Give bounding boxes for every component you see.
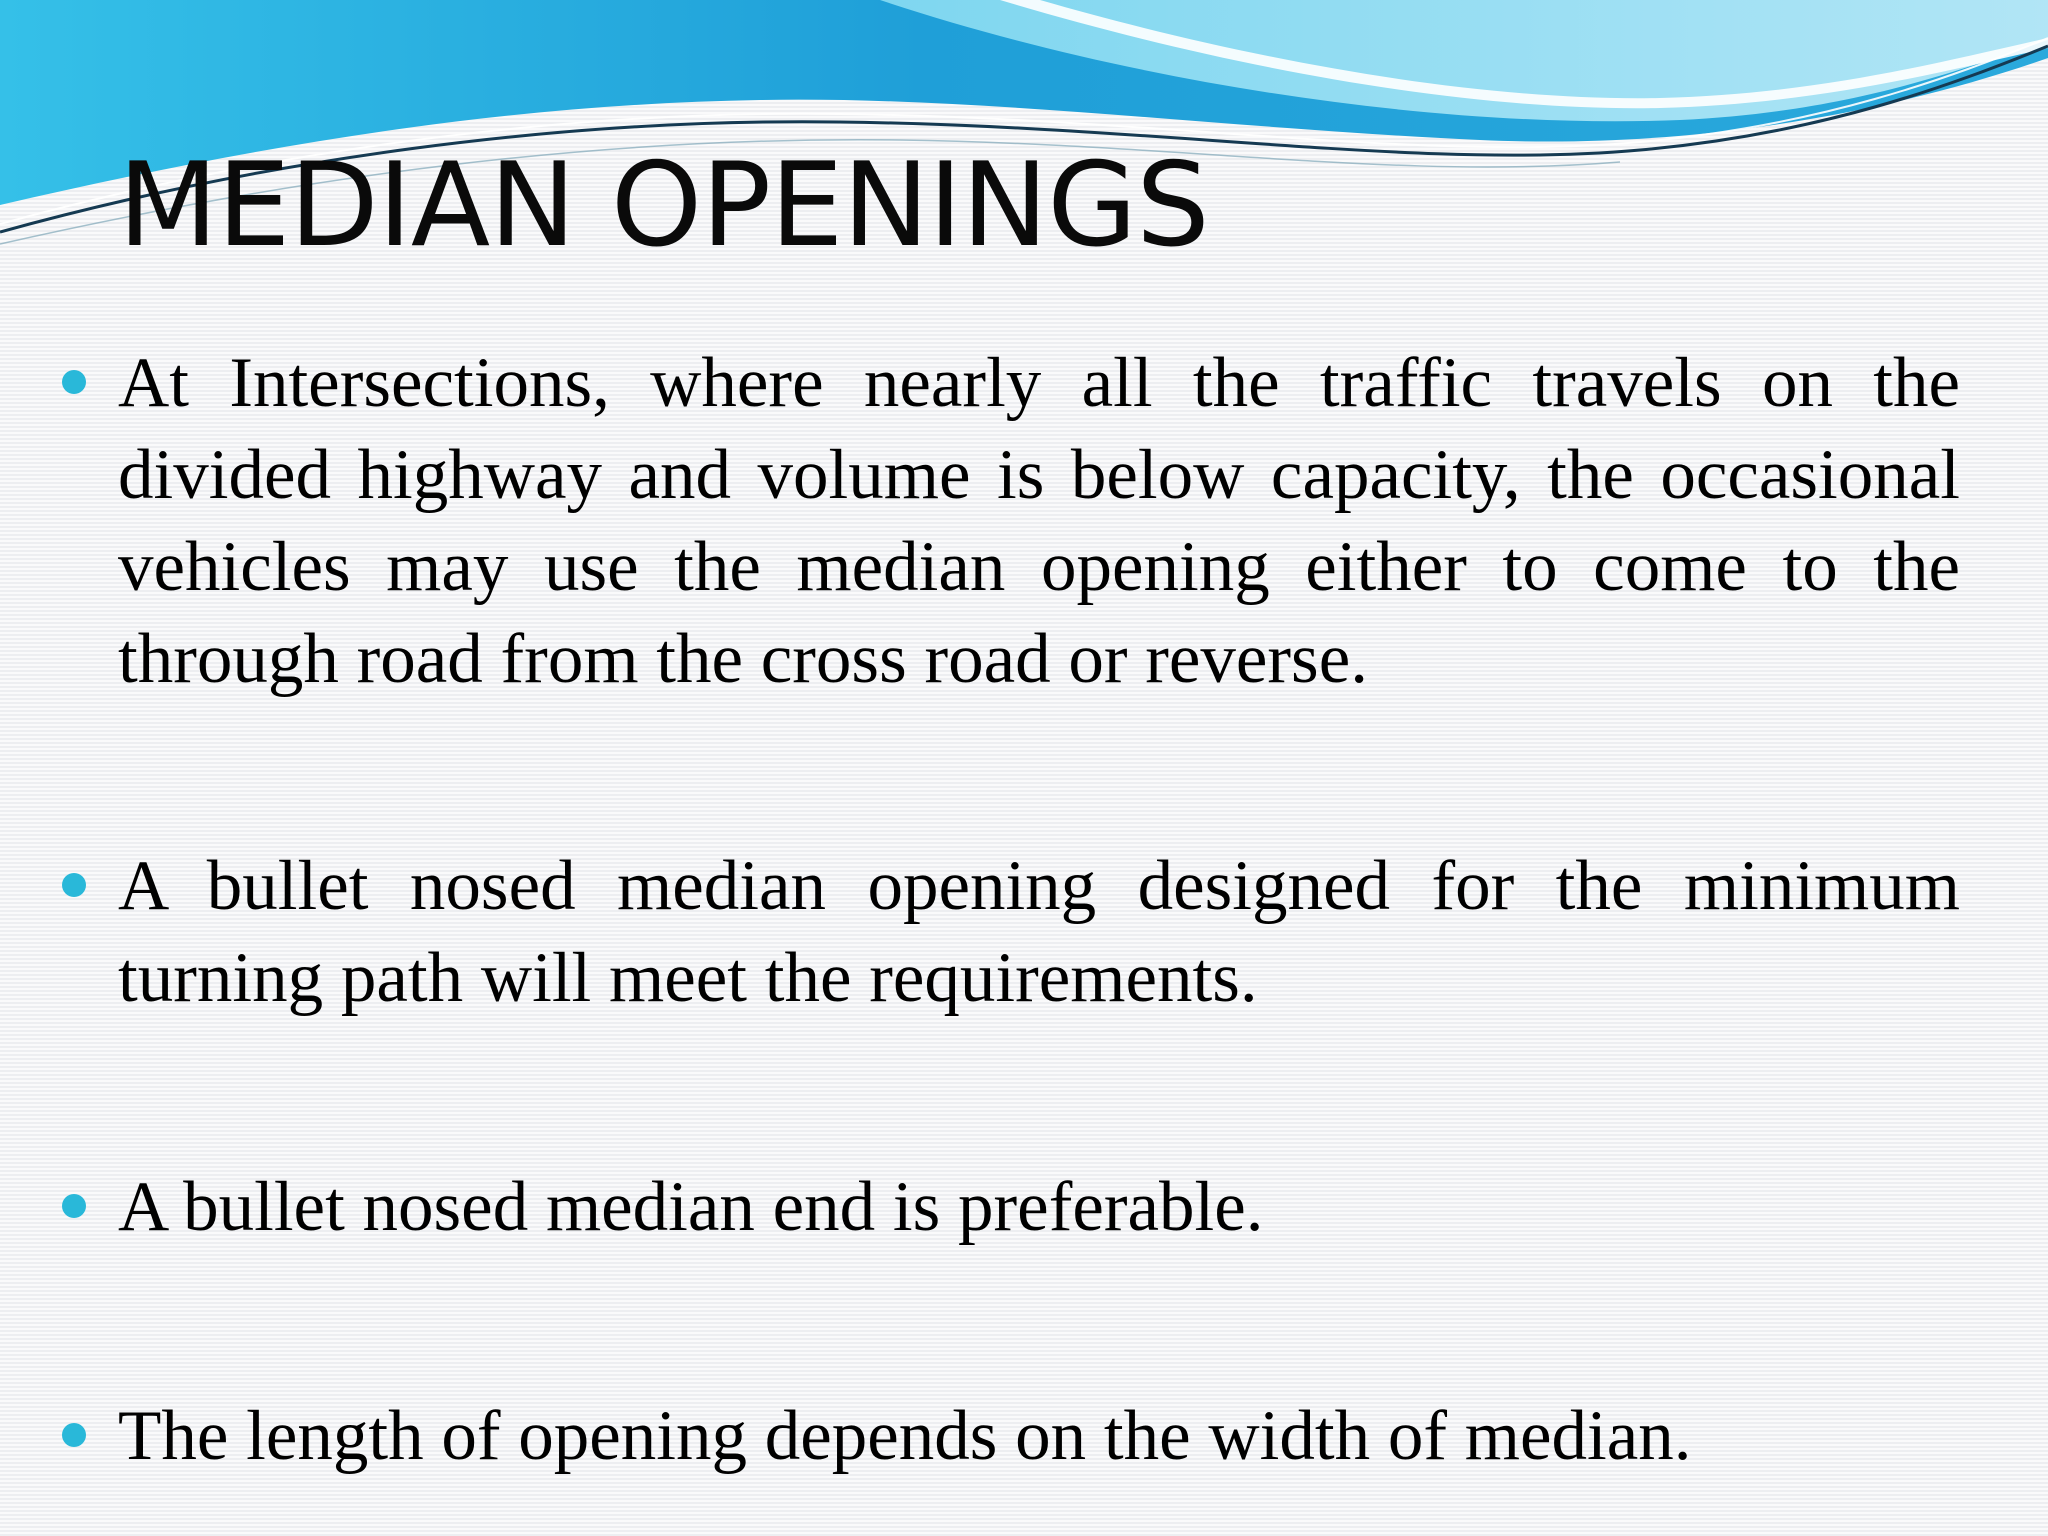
- bullet-icon: [62, 1194, 86, 1218]
- bullet-icon: [62, 1423, 86, 1447]
- bullet-text: At Intersections, where nearly all the traffic travels on the divided highway and volume is below capacity, the occasional vehicles may use the median opening either to come to the through road from the cross road or reverse.: [118, 344, 1960, 698]
- bullet-item: [118, 337, 1960, 705]
- bullet-text: A bullet nosed median opening designed for the minimum turning path will meet the requirements.: [118, 847, 1960, 1017]
- bullet-item: [118, 1161, 1960, 1253]
- bullet-icon: [62, 370, 86, 394]
- bullet-icon: [62, 873, 86, 897]
- bullet-item: [118, 840, 1960, 1024]
- slide-title: MEDIAN OPENINGS: [118, 138, 1209, 273]
- bullet-text: A bullet nosed median end is preferable.: [118, 1168, 1264, 1246]
- bullet-item: [118, 1390, 1960, 1482]
- bullet-text: The length of opening depends on the width of median.: [118, 1397, 1692, 1475]
